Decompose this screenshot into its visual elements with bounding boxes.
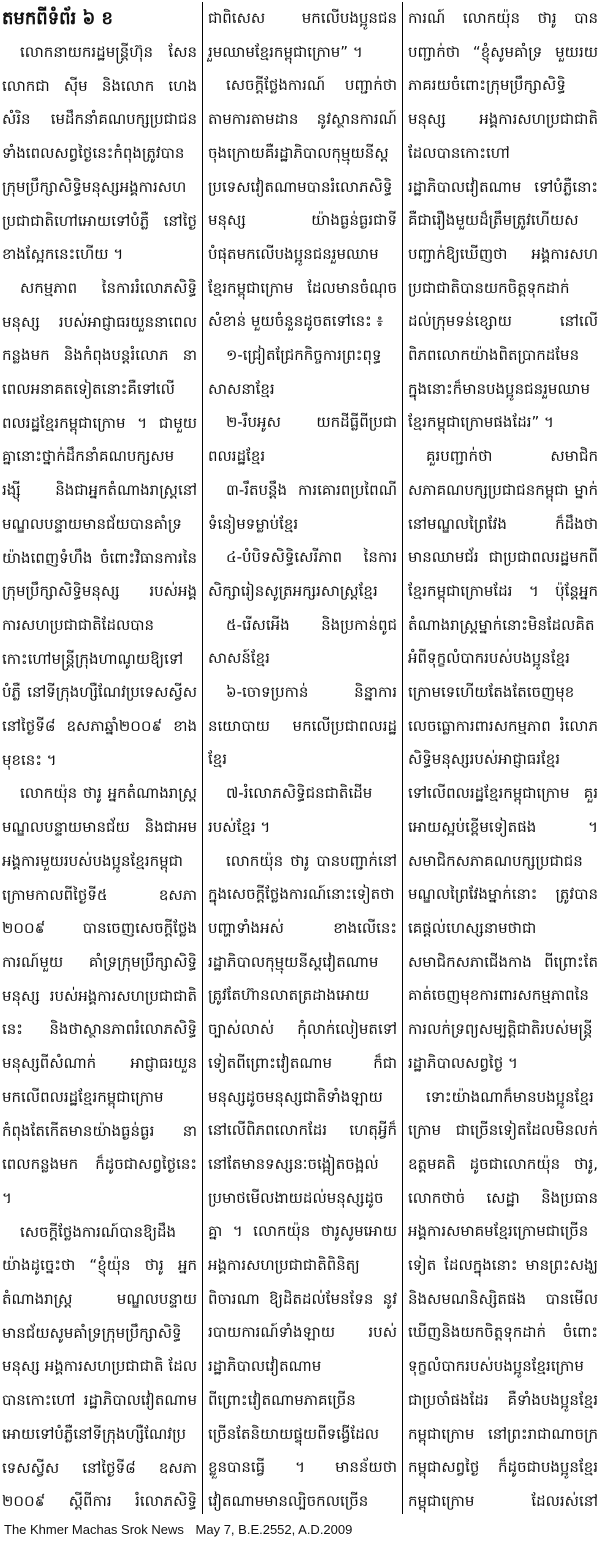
- list-item: ៦-ចោទប្រកាន់ និន្នាការនយោបាយ មកលើប្រជាពលរដ្ឋខ្មែរ: [208, 683, 397, 769]
- paragraph: សេចក្តីថ្លែងការណ៍ បញ្ជាក់ថា តាមការតាមដាន នូវស្ថានការណ៍ចុងក្រោយគឺរដ្ឋាភិបាលកុម្មុយនីស្ត ប្រទេសវៀតណាមបានរំលោភសិទ្ធិមនុស្ស យ៉ាងធ្ងន់ធ្ងរជាទីបំផុតមកលើបងប្អូនជនរួមឈាមខ្មែរកម្ពុជាក្រោម ដែលមានចំណុចសំខាន់ មួយចំនួនដូចតទៅនេះ ៖: [208, 76, 397, 331]
- list-item: ៧-រំលោភសិទ្ធិជនជាតិដើមរបស់ខ្មែរ ។: [208, 784, 373, 836]
- paragraph: ទោះយ៉ាងណាក៏មានបងប្អូនខ្មែរក្រោម ជាច្រើនទៀតដែលមិនលក់ឧត្តមគតិ ដូចជាលោកយ៉ុន ថារូ, លោកថាច់ សេដ្ឋា និងប្រធានអង្គការសមាគមខ្មែរក្រោមជាច្រើនទៀត ដែលក្នុងនោះ មានព្រះសង្ឃ និងសមណនិស្សិតផង បានមើលឃើញនិងយកចិត្តទុកដាក់ ចំពោះទុក្ខលំបាករបស់បងប្អូនខ្មែរក្រោមជាប្រចាំផងដែរ គឺទាំងបងប្អូនខ្មែរកម្ពុជាក្រោម នៅព្រះរាជាណាចក្រកម្ពុជាសព្វថ្ងៃ ក៏ដូចជាបងប្អូនខ្មែរកម្ពុជាក្រោម ដែលរស់នៅ: [408, 1087, 598, 1510]
- list-item: ១-ជ្រៀតជ្រែកកិច្ចការព្រះពុទ្ធសាសនាខ្មែរ: [208, 346, 382, 398]
- publication-date: May 7, B.E.2552, A.D.2009: [195, 1522, 353, 1537]
- list-item: ៣-រឹតបន្តឹង ការគោរពប្រពៃណី ទំនៀមទម្លាប់ខ្មែរ: [208, 480, 397, 533]
- list-item: ៤-បំបិទសិទ្ធិសេរីភាព នៃការសិក្សារៀនសូត្រអក្សរសាស្ត្រខ្មែរ: [208, 548, 397, 600]
- article-column-2: [202, 2, 402, 1514]
- paragraph: ការណ៍ លោកយ៉ុន ថារូ បានបញ្ជាក់ថា “ខ្ញុំសូមគាំទ្រ មួយរយភាគរយចំពោះក្រុមប្រឹក្សាសិទ្ធិមនុស្ស អង្គការសហប្រជាជាតិ ដែលបានកោះហៅ រដ្ឋាភិបាលវៀតណាម ទៅបំភ្លឺនោះគឺជារឿងមួយដ៏ត្រឹមត្រូវហើយសបញ្ជាក់ឱ្យឃើញថា អង្គការសហប្រជាជាតិបានយកចិត្តទុកដាក់ ដល់ក្រុមទន់ខ្សោយ នៅលើពិភពលោកយ៉ាងពិតប្រាកដមែន ក្នុងនោះក៏មានបងប្អូនជនរួមឈាមខ្មែរកម្ពុជាក្រោមផងដែរ” ។: [408, 9, 598, 432]
- continuation-heading: តមកពីទំព័រ ៦ ខ: [2, 8, 113, 29]
- article-column-1: [2, 2, 202, 1514]
- page-footer: [4, 1521, 352, 1539]
- list-item: ៥-រើសអើង និងប្រកាន់ពូជសាសន៍ខ្មែរ: [208, 615, 397, 668]
- paragraph: សកម្មភាព នៃការរំលោភសិទ្ធិមនុស្ស របស់អាជ្ញាធរយួននាពេលកន្លងមក និងកំពុងបន្តរំលោភ នាពេលអនាគតទៀតនោះគឺទៅលើពលរដ្ឋខ្មែរកម្ពុជាក្រោម ។ ជាមួយគ្នានោះថ្នាក់ដឹកនាំគណបក្សសម រង្ស៊ី និងជាអ្នកតំណាងរាស្ត្រនៅមណ្ឌលបន្ទាយមានជ័យបានគាំទ្រយ៉ាងពេញទំហឹង ចំពោះវិធានការនៃក្រុមប្រឹក្សាសិទ្ធិមនុស្ស របស់អង្គការសហប្រជាជាតិដែលបានកោះហៅមន្ត្រីក្រុងហាណូយឱ្យទៅបំភ្លឺ នៅទីក្រុងហ្សឺណែវប្រទេសស្វីស នៅថ្ងៃទី៨ ឧសភាឆ្នាំ២០០៩ ខាងមុខនេះ ។: [2, 278, 197, 769]
- publication-name: The Khmer Machas Srok News: [4, 1522, 184, 1537]
- article-columns: [2, 2, 598, 1514]
- paragraph: លោកយ៉ុន ថារូ បានបញ្ជាក់នៅក្នុងសេចក្តីថ្លែងការណ៍នោះទៀតថា បញ្ហាទាំងអស់ ខាងលើនេះ រដ្ឋាភិបាលកុម្មុយនីស្តវៀតណាមត្រូវតែហ៊ានលាតត្រដាងអោយច្បាស់លាស់ កុំលាក់លៀមតទៅទៀតពីព្រោះវៀតណាម ក៏ជាមនុស្សដូចមនុស្សជាតិទាំងឡាយ នៅលើពិភពលោកដែរ ហេតុអ្វីក៏នៅតែមានទស្សនៈចង្អៀតចង្អល់ ប្រមាថមើលងាយដល់មនុស្សដូចគ្នា ។ លោកយ៉ុន ថារូសូមអោយអង្គការសហប្រជាជាតិពិនិត្យពិចារណា ឱ្យដិតដល់មែនទែន នូវរបាយការណ៍ទាំងឡាយ របស់រដ្ឋាភិបាលវៀតណាម ពីព្រោះវៀតណាមភាគច្រើន ច្រើនតែនិយាយផ្ទុយពីទង្វើដែលខ្លួនបានធ្វើ ។ មានន័យថា វៀតណាមមានល្បិចកលច្រើន: [208, 851, 397, 1510]
- paragraph: គួរបញ្ជាក់ថា សមាជិកសភាគណបក្សប្រជាជនកម្ពុជា ម្នាក់នៅមណ្ឌលព្រៃវែង ក៏ដឹងថាមានឈាមជ័រ ជាប្រជាពលរដ្ឋមកពីខ្មែរកម្ពុជាក្រោមដែរ ។ ប៉ុន្តែអ្នកតំណាងរាស្ត្រម្នាក់នោះមិនដែលគិតអំពីទុក្ខលំបាករបស់បងប្អូនខ្មែរក្រោមទេហើយតែងតែចេញមុខ លេចធ្លោការពារសកម្មភាព រំលោភសិទ្ធិមនុស្សរបស់អាជ្ញាធរខ្មែរ ទៅលើពលរដ្ឋខ្មែរកម្ពុជាក្រោម គួរអោយស្អប់ខ្ពើមទៀតផង ។សមាជិកសភាគណបក្សប្រជាជនមណ្ឌលព្រៃវែងម្នាក់នោះ ត្រូវបានគេផ្តល់ហេស្សនាមថាជាសមាជិកសភាជើងកាង ពីព្រោះតែគាត់ចេញមុខការពារសកម្មភាពនៃការលក់ទ្រព្យសម្បត្តិជាតិរបស់មន្ត្រីរដ្ឋាភិបាលសព្វថ្ងៃ ។: [408, 447, 598, 1072]
- article-column-3: [402, 2, 598, 1514]
- paragraph: សេចក្តីថ្លែងការណ៍បានឱ្យដឹងយ៉ាងដូច្នេះថា “ខ្ញុំយ៉ុន ថារូ អ្នកតំណាងរាស្ត្រ មណ្ឌលបន្ទាយមានជ័យសូមគាំទ្រក្រុមប្រឹក្សាសិទ្ធិមនុស្ស អង្គការសហប្រជាជាតិ ដែលបានកោះហៅ រដ្ឋាភិបាលវៀតណាម អោយទៅបំភ្លឺនៅទីក្រុងហ្សឺណែវប្រទេសស្វីស នៅថ្ងៃទី៨ ឧសភា ២០០៩ ស្តីពីការ រំលោភសិទ្ធិ: [2, 1222, 197, 1511]
- list-item: ២-រឹបអូស យកដីធ្លីពីប្រជាពលរដ្ឋខ្មែរ: [208, 413, 397, 466]
- paragraph: ជាពិសេស មកលើបងប្អូនជនរួមឈាមខ្មែរកម្ពុជាក្រោម” ។: [208, 9, 397, 61]
- paragraph: លោកយ៉ុន ថារូ អ្នកតំណាងរាស្ត្រ មណ្ឌលបន្ទាយមានជ័យ និងជាអមអង្គការមួយរបស់បងប្អូនខ្មែរកម្ពុជាក្រោមកាលពីថ្ងៃទី៥ ឧសភា ២០០៩ បានចេញសេចក្តីថ្លែងការណ៍មួយ គាំទ្រក្រុមប្រឹក្សាសិទ្ធិមនុស្ស របស់អង្គការសហប្រជាជាតិនេះ និងថាស្ថានភាពរំលោភសិទ្ធិមនុស្សពីសំណាក់ អាជ្ញាធរយួន មកលើពលរដ្ឋខ្មែរកម្ពុជាក្រោម កំពុងតែកើតមានយ៉ាងធ្ងន់ធ្ងរ នាពេលកន្លងមក ក៏ដូចជាសព្វថ្ងៃនេះ ។: [2, 784, 197, 1207]
- paragraph: លោកនាយករដ្ឋមន្ត្រីហ៊ុន សែន លោកជា ស៊ីម និងលោក ហេង សំរិន មេដឹកនាំគណបក្សប្រជាជនទាំងពេលសព្វថ្ងៃនេះកំពុងត្រូវបានក្រុមប្រឹក្សាសិទ្ធិមនុស្សអង្គការសហប្រជាជាតិហៅអោយទៅបំភ្លឺ នៅថ្ងៃខាងស្អែកនេះហើយ ។: [2, 43, 197, 264]
